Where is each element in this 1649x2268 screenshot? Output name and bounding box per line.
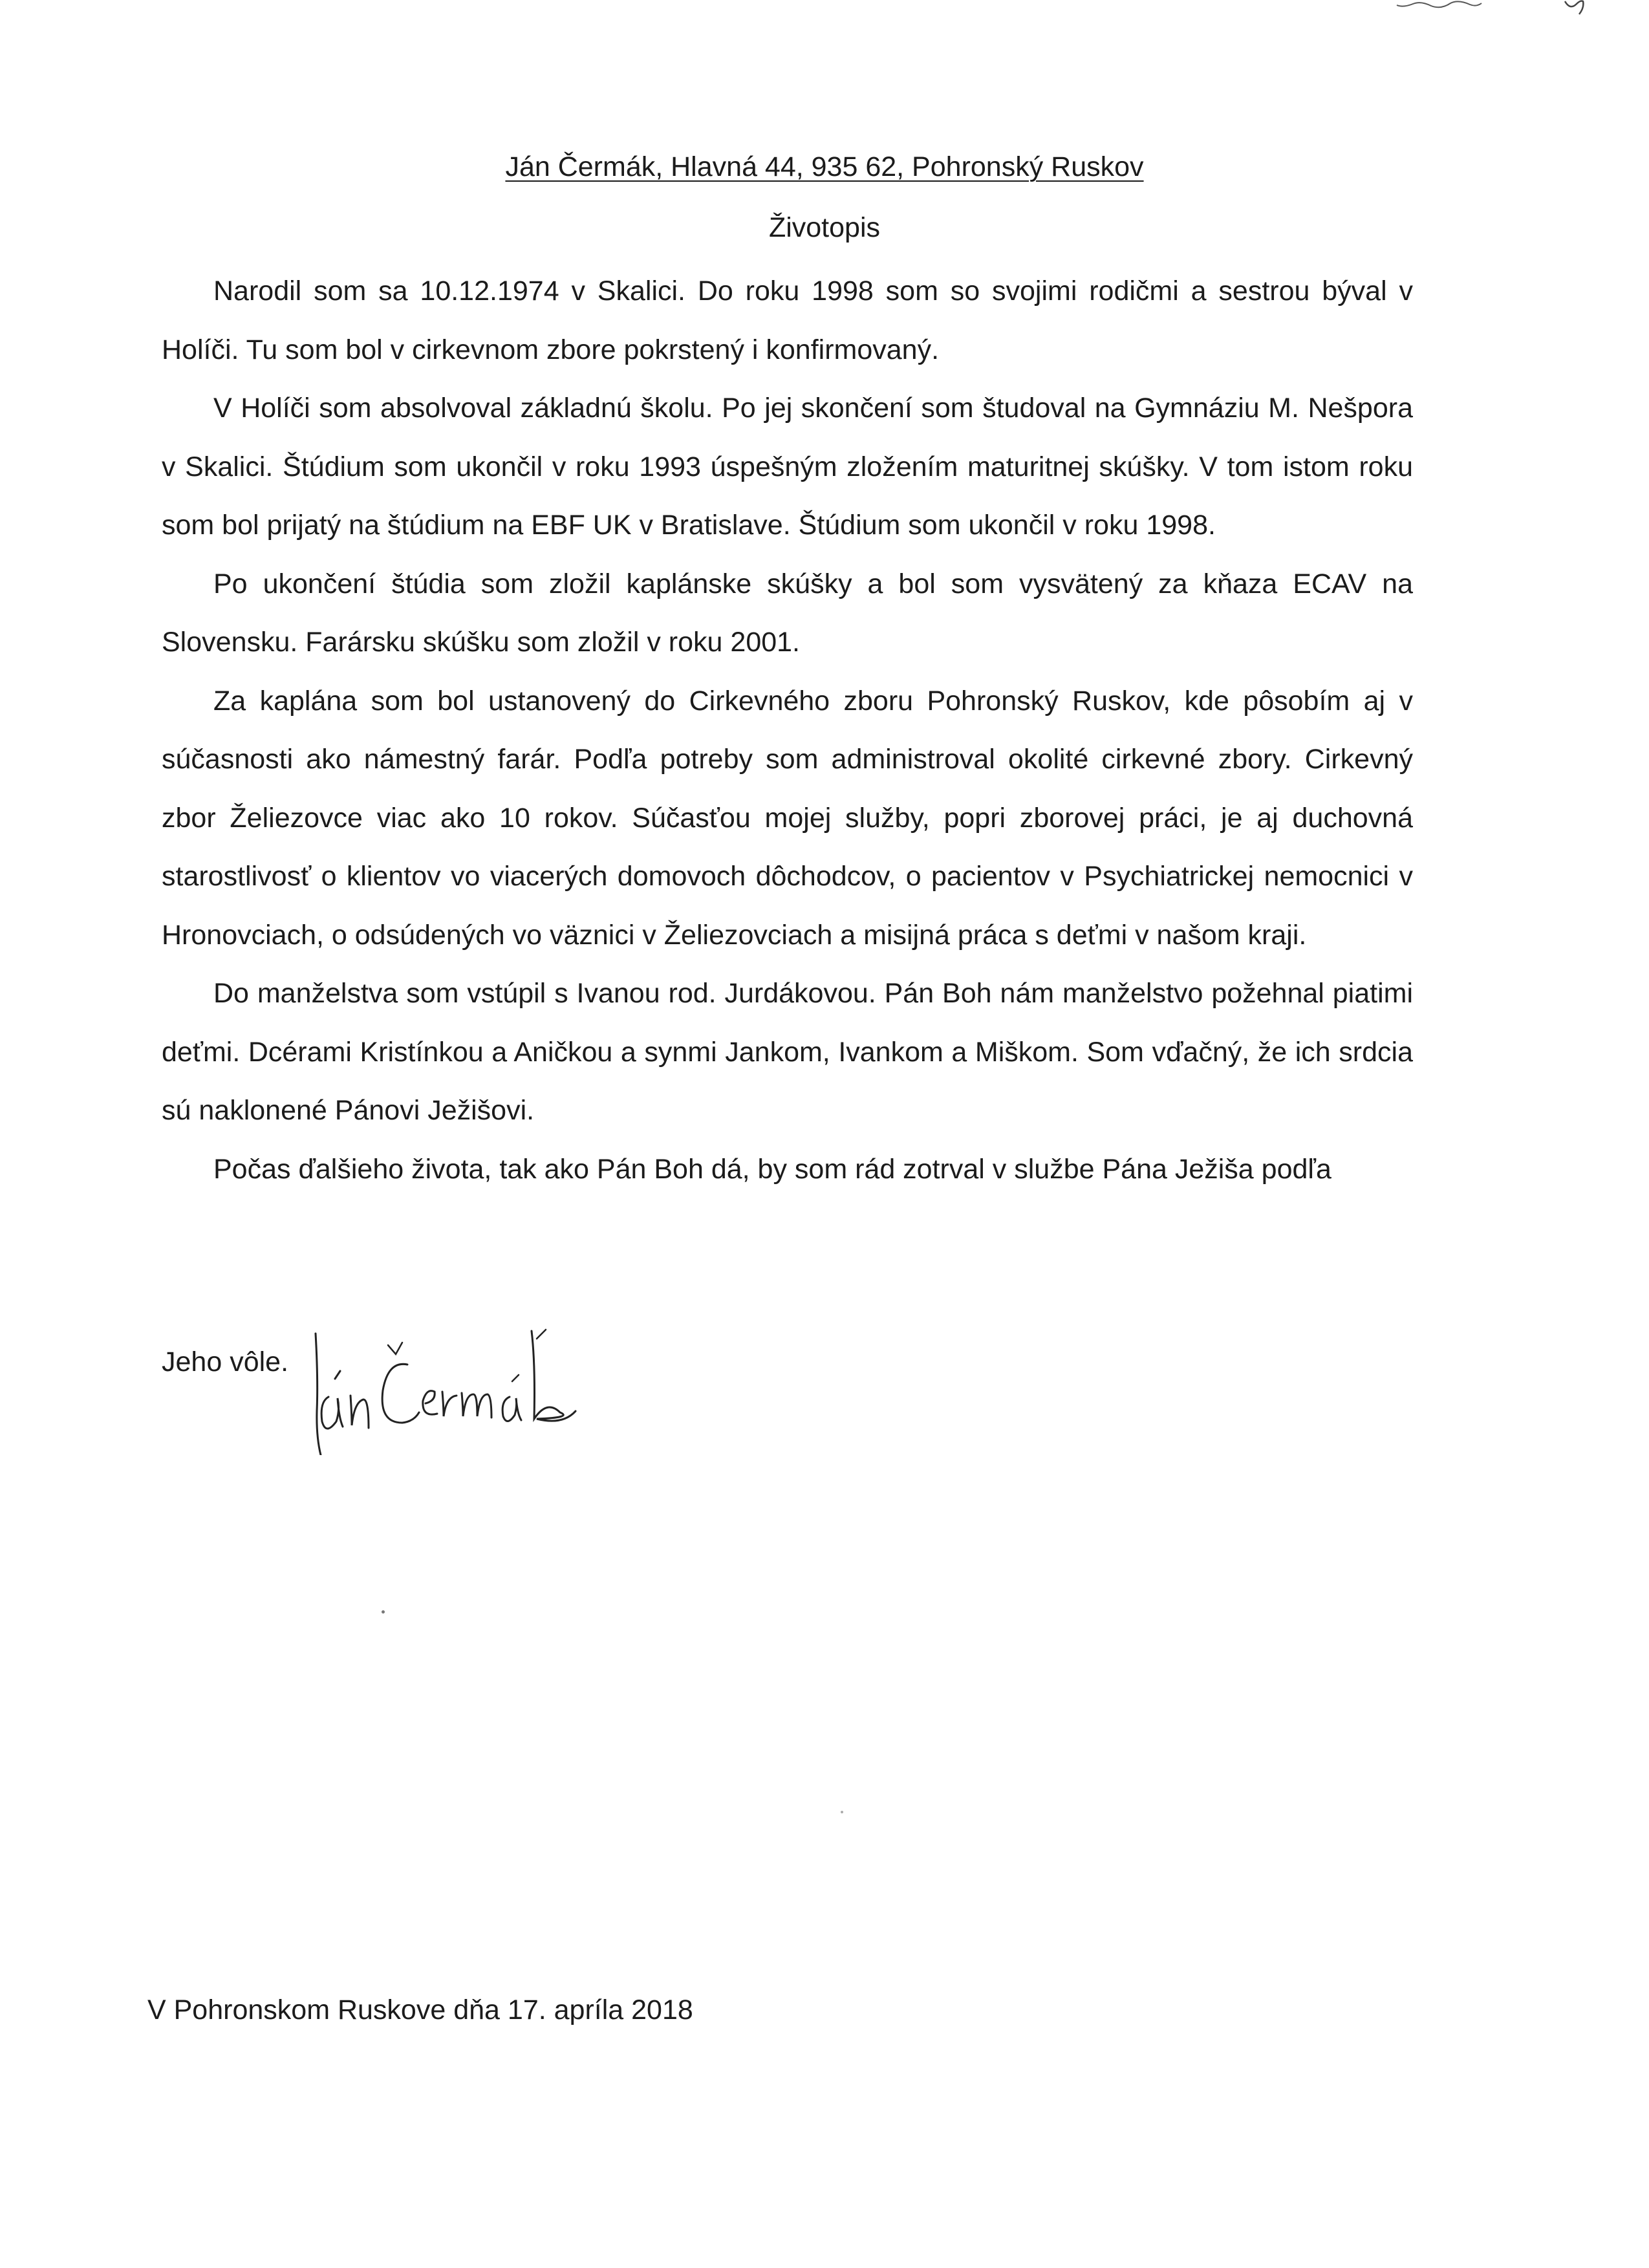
handwritten-signature: [304, 1319, 595, 1455]
body-text: [162, 262, 1413, 1198]
closing-line: Jeho vôle.: [162, 1346, 289, 1377]
paragraph-future: Počas ďalšieho života, tak ako Pán Boh dá, by som rád zotrval v službe Pána Ježiša podľa: [213, 1153, 1331, 1185]
scan-dot: [382, 1610, 385, 1614]
corner-handwritten-mark: [1390, 0, 1597, 26]
paragraph-birth: Narodil som sa 10.12.1974 v Skalici. Do roku 1998 som so svojimi rodičmi a sestrou býval v Holíči. Tu som bol v cirkevnom zbore pokrstený i konfirmovaný.: [162, 275, 1413, 365]
document-title: Životopis: [768, 212, 881, 243]
paragraph-ministry: Za kaplána som bol ustanovený do Cirkevného zboru Pohronský Ruskov, kde pôsobím aj v súčasnosti ako námestný farár. Podľa potreby som administroval okolité cirkevné zbory. Cirkevný zbor Želiezovce viac ako 10 rokov. Súčasťou mojej služby, popri zborovej práci, je aj duchovná starostlivosť o klientov vo viacerých domovoch dôchodcov, o pacientov v Psychiatrickej nemocnici v Hronovciach, o odsúdených vo väznici v Želiezovciach a misijná práca s deťmi v našom kraji.: [162, 685, 1413, 951]
scan-dot: [841, 1811, 843, 1813]
place-and-date: V Pohronskom Ruskove dňa 17. apríla 2018: [147, 1994, 693, 2025]
paragraph-education: V Holíči som absolvoval základnú školu. Po jej skončení som študoval na Gymnáziu M. Nešpora v Skalici. Štúdium som ukončil v roku 1993 úspešným zložením maturitnej skúšky. V tom istom roku som bol prijatý na štúdium na EBF UK v Bratislave. Štúdium som ukončil v roku 1998.: [162, 393, 1413, 541]
paragraph-ordination: Po ukončení štúdia som zložil kaplánske skúšky a bol som vysvätený za kňaza ECAV na Slovensku. Farársku skúšku som zložil v roku 2001.: [162, 568, 1413, 658]
header-address: Ján Čermák, Hlavná 44, 935 62, Pohronský Ruskov: [505, 151, 1144, 182]
paragraph-family: Do manželstva som vstúpil s Ivanou rod. Jurdákovou. Pán Boh nám manželstvo požehnal piatimi deťmi. Dcérami Kristínkou a Aničkou a synmi Jankom, Ivankom a Miškom. Som vďačný, že ich srdcia sú naklonené Pánovi Ježišovi.: [162, 978, 1413, 1126]
